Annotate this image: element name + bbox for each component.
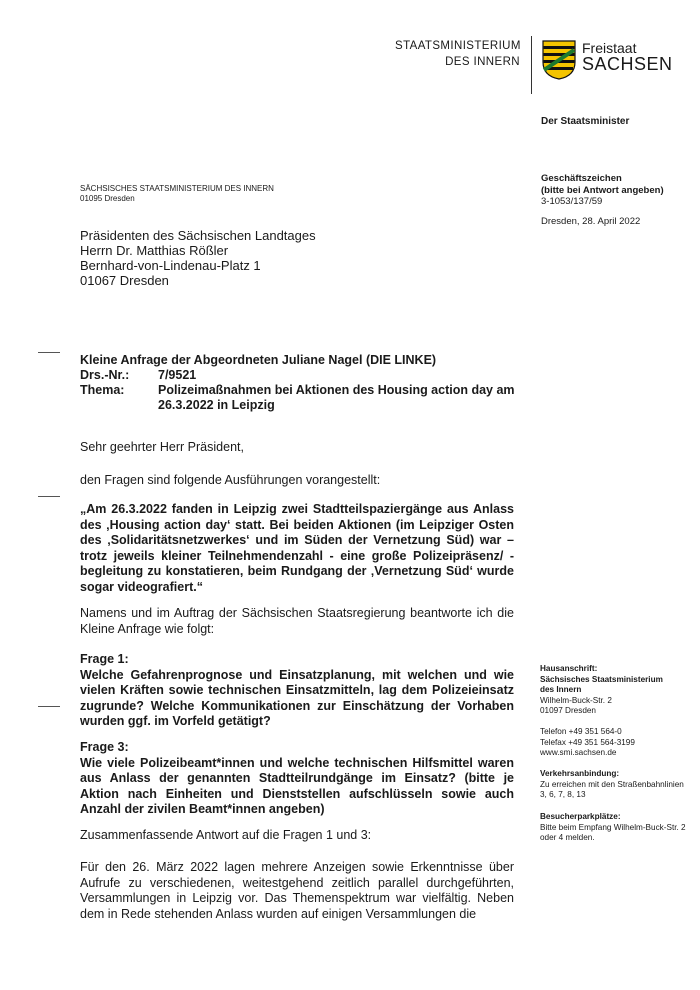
reference-block xyxy=(541,173,664,208)
contact-info xyxy=(540,727,690,759)
drs-value: 7/9521 xyxy=(158,368,197,382)
reference-hint: (bitte bei Antwort angeben) xyxy=(541,184,664,196)
address-name-2: des Innern xyxy=(540,685,582,694)
website: www.smi.sachsen.de xyxy=(540,748,617,757)
address-city: 01097 Dresden xyxy=(540,706,596,715)
salutation: Sehr geehrter Herr Präsident, xyxy=(80,440,244,454)
transport-text: Zu erreichen mit den Straßenbahnlinien 3, 6, 7, 8, 13 xyxy=(540,779,684,799)
drs-label: Drs.-Nr.: xyxy=(80,368,130,382)
parking-info xyxy=(540,812,690,844)
transport-label: Verkehrsanbindung: xyxy=(540,769,620,778)
question-3 xyxy=(80,740,514,818)
ministry-line-1: STAATSMINISTERIUM xyxy=(395,40,521,52)
recipient-line: Präsidenten des Sächsischen Landtages xyxy=(80,228,316,243)
state-line-2: SACHSEN xyxy=(582,54,673,74)
question-1-label: Frage 1: xyxy=(80,652,129,666)
recipient-address xyxy=(80,228,316,288)
phone: Telefon +49 351 564-0 xyxy=(540,727,622,736)
minister-label: Der Staatsminister xyxy=(541,116,630,127)
fax: Telefax +49 351 564-3199 xyxy=(540,737,635,747)
fold-mark xyxy=(38,496,60,497)
address-name-1: Sächsisches Staatsministerium xyxy=(540,674,663,684)
ministry-name xyxy=(395,38,520,70)
state-line-1: Freistaat xyxy=(582,40,637,56)
question-1-text: Welche Gefahrenprognose und Einsatzplanung, mit welchen und wie vielen Kräften sowie technischen Einsatzmitteln, lag dem Polizeieinsatz zugrunde? Welche Kommunikationen zur Einschätzung der Vorhaben wurden ggf. im Vorfeld getätigt? xyxy=(80,667,514,728)
parking-label: Besucherparkplätze: xyxy=(540,812,621,821)
sender-line-2: 01095 Dresden xyxy=(80,194,135,203)
subject-title: Kleine Anfrage der Abgeordneten Juliane Nagel (DIE LINKE) xyxy=(80,353,437,367)
fold-mark xyxy=(38,352,60,353)
fold-mark xyxy=(38,706,60,707)
sender-address xyxy=(80,184,274,204)
mandate-text: Namens und im Auftrag der Sächsischen Staatsregierung beantworte ich die Kleine Anfrage wie folgt: xyxy=(80,606,514,636)
letter-date: Dresden, 28. April 2022 xyxy=(541,216,641,227)
quote-text: „Am 26.3.2022 fanden in Leipzig zwei Stadtteilspaziergänge aus Anlass des ‚Housing action day‘ statt. Bei beiden Aktionen (im Leipziger Osten des ‚Solidaritätsnetzwerkes‘ und im Süden der Vernetzung Süd) war – trotz jeweils kleiner Teilnehmendenzahl - eine große Polizeipräsenz/ -begleitung zu konstatieren, beim Rundgang der ‚Vernetzung Süd‘ wurde sogar videografiert.“ xyxy=(80,502,514,594)
saxony-coat-of-arms-icon xyxy=(542,40,576,80)
topic-label: Thema: xyxy=(80,383,125,397)
recipient-line: Bernhard-von-Lindenau-Platz 1 xyxy=(80,258,261,273)
answer-heading: Zusammenfassende Antwort auf die Fragen 1 und 3: xyxy=(80,828,372,842)
ministry-line-2: DES INNERN xyxy=(445,56,520,68)
reference-label: Geschäftszeichen xyxy=(541,173,622,184)
intro-text: den Fragen sind folgende Ausführungen vorangestellt: xyxy=(80,473,381,487)
address-street: Wilhelm-Buck-Str. 2 xyxy=(540,695,612,705)
transport-info xyxy=(540,769,690,801)
subject-block xyxy=(80,353,520,413)
header-divider xyxy=(531,36,532,94)
question-1 xyxy=(80,652,514,730)
question-3-text: Wie viele Polizeibeamt*innen und welche technischen Hilfsmittel waren aus Anlass der genannten Stadtteilrundgänge im Einsatz? (bitte je Aktion nach Einheiten und Dienststellen aufschlüsseln sowie auch Anzahl der zivilen Beamt*innen angeben) xyxy=(80,755,514,816)
address-label: Hausanschrift: xyxy=(540,664,598,673)
sender-line-1: SÄCHSISCHES STAATSMINISTERIUM DES INNERN xyxy=(80,184,274,193)
reference-number: 3-1053/137/59 xyxy=(541,196,603,207)
parking-text: Bitte beim Empfang Wilhelm-Buck-Str. 2 oder 4 melden. xyxy=(540,822,686,842)
answer-text: Für den 26. März 2022 lagen mehrere Anzeigen sowie Erkenntnisse über Aufrufe zu verschiedenen, weitestgehend zeitlich parallel durchgeführten, Versammlungen in Leipzig vor. Das Themenspektrum war vielfältig. Neben dem in Rede stehenden Anlass wurden auf einigen Versammlungen die xyxy=(80,860,514,921)
recipient-line: 01067 Dresden xyxy=(80,273,169,288)
topic-value: Polizeimaßnahmen bei Aktionen des Housing action day am 26.3.2022 in Leipzig xyxy=(158,383,515,412)
recipient-line: Herrn Dr. Matthias Rößler xyxy=(80,243,229,258)
postal-address xyxy=(540,664,690,717)
question-3-label: Frage 3: xyxy=(80,740,129,754)
